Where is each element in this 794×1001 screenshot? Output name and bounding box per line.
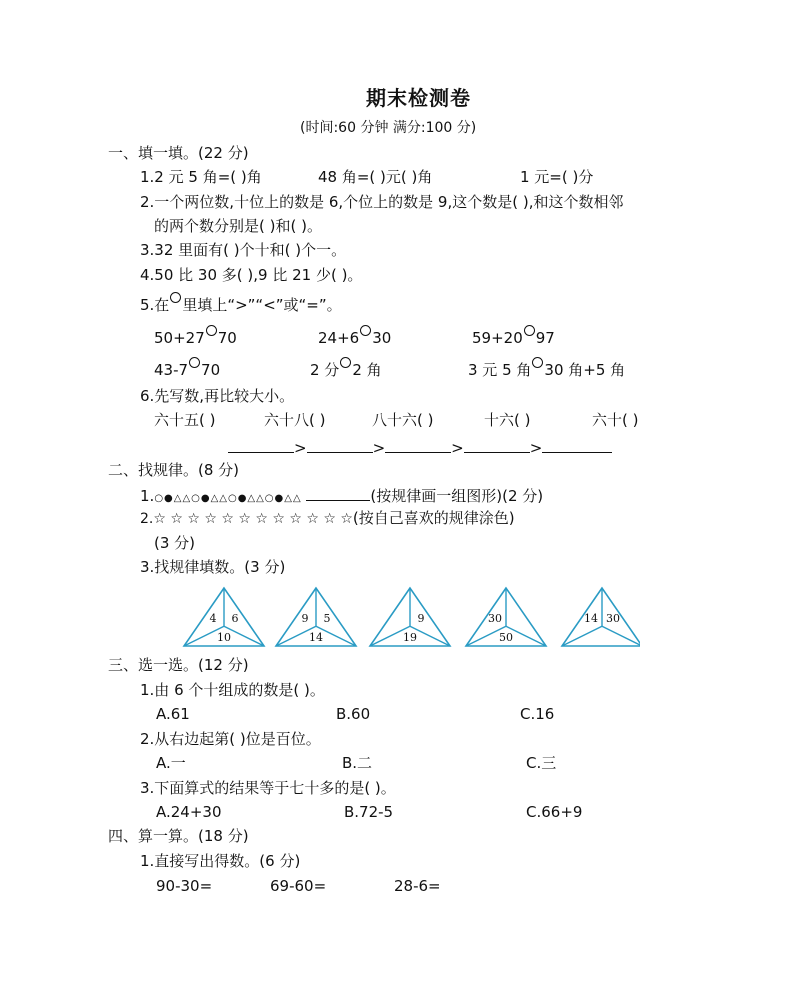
triangle-bottom-number: 50: [499, 631, 513, 644]
order-blank[interactable]: [385, 436, 451, 453]
s3-q1-opt-a[interactable]: A.61: [156, 705, 190, 723]
s3-q1: 1.由 6 个十组成的数是( )。: [140, 681, 325, 699]
s2-q1: 1.○●△△○●△△○●△△○●△△ (按规律画一组图形)(2 分): [140, 484, 543, 509]
s1-q3: 3.32 里面有( )个十和( )个一。: [140, 241, 347, 259]
s1-q5-r1-a: 50+27 70: [154, 328, 237, 348]
calc-3: 28-6=: [394, 877, 441, 895]
pattern-blank[interactable]: [306, 484, 370, 501]
s2-q2: 2.☆ ☆ ☆ ☆ ☆ ☆ ☆ ☆ ☆ ☆ ☆ ☆(按自己喜欢的规律涂色): [140, 509, 515, 527]
number-triangle: [370, 588, 450, 646]
order-blank[interactable]: [307, 436, 373, 453]
s3-q2-opt-c[interactable]: C.三: [526, 754, 557, 772]
section-1-heading: 一、填一填。(22 分): [108, 144, 249, 162]
gt-sign: >: [451, 439, 464, 457]
s1-q6-item-5: 六十( ): [592, 411, 639, 429]
triangle-left-number: 4: [209, 612, 217, 625]
s1-q5-r2-b: 2 分 2 角: [310, 360, 382, 380]
order-blank[interactable]: [228, 436, 294, 453]
s1-q2-line2: 的两个数分别是( )和( )。: [154, 217, 322, 235]
s2-q3: 3.找规律填数。(3 分): [140, 558, 286, 576]
number-triangle: [562, 588, 640, 646]
s3-q1-opt-b[interactable]: B.60: [336, 705, 371, 723]
s1-q5-post: 里填上“>”“<”或“=”。: [182, 296, 342, 314]
gt-sign: >: [372, 439, 386, 457]
section-2-heading: 二、找规律。(8 分): [108, 461, 240, 479]
s4-q1: 1.直接写出得数。(6 分): [140, 852, 301, 870]
s1-q5-pre: 5.在: [140, 296, 170, 314]
calc-2: 69-60=: [270, 877, 327, 895]
s1-q6: 6.先写数,再比较大小。: [140, 387, 295, 405]
gt-sign: >: [294, 439, 307, 457]
s1-q5-r2-a: 43-7 70: [154, 360, 220, 380]
triangle-left-number: 9: [301, 612, 309, 625]
circle-icon: [170, 292, 181, 303]
compare-circle[interactable]: [532, 357, 543, 368]
s1-q6-item-1: 六十五( ): [154, 411, 216, 429]
gt-sign: >: [529, 439, 543, 457]
s3-q1-opt-c[interactable]: C.16: [520, 705, 555, 723]
s2-q2-score: (3 分): [154, 534, 196, 552]
compare-circle[interactable]: [340, 357, 351, 368]
number-triangle: [184, 588, 264, 646]
section-4-heading: 四、算一算。(18 分): [108, 827, 249, 845]
triangle-right-number: 5: [323, 612, 331, 625]
star-row[interactable]: 2.☆ ☆ ☆ ☆ ☆ ☆ ☆ ☆ ☆ ☆ ☆ ☆: [140, 511, 353, 527]
number-triangle: [276, 588, 356, 646]
order-row: [228, 436, 612, 458]
s1-q5-r2-c: 3 元 5 角 30 角+5 角: [468, 360, 625, 380]
calc-1: 90-30=: [156, 877, 213, 895]
s1-q6-item-2: 六十八( ): [264, 411, 326, 429]
s1-q2-line1: 2.一个两位数,十位上的数是 6,个位上的数是 9,这个数是( ),和这个数相邻: [140, 193, 624, 211]
s3-q3-opt-b[interactable]: B.72-5: [344, 803, 394, 821]
order-blank[interactable]: [542, 436, 612, 453]
page-subtitle: (时间:60 分钟 满分:100 分): [300, 120, 477, 136]
triangle-right-number: 6: [231, 612, 239, 625]
s3-q3: 3.下面算式的结果等于七十多的是( )。: [140, 779, 396, 797]
triangle-outline: [562, 588, 640, 646]
s1-q1-b: 48 角=( )元( )角: [318, 168, 433, 186]
compare-circle[interactable]: [360, 325, 371, 336]
s1-q1-a: 1.2 元 5 角=( )角: [140, 168, 262, 186]
s1-q6-item-3: 八十六( ): [372, 411, 434, 429]
compare-circle[interactable]: [524, 325, 535, 336]
s1-q1-c: 1 元=( )分: [520, 168, 594, 186]
s3-q2: 2.从右边起第( )位是百位。: [140, 730, 321, 748]
triangle-bottom-number: 14: [309, 631, 323, 644]
section-3-heading: 三、选一选。(12 分): [108, 656, 249, 674]
number-triangle: [466, 588, 546, 646]
s3-q3-opt-c[interactable]: C.66+9: [526, 803, 583, 821]
triangle-right-number: 9: [417, 612, 425, 625]
s1-q5: [140, 295, 342, 315]
s1-q4: 4.50 比 30 多( ),9 比 21 少( )。: [140, 266, 363, 284]
s3-q2-opt-a[interactable]: A.一: [156, 754, 186, 772]
s1-q5-r1-c: 59+20 97: [472, 328, 555, 348]
compare-circle[interactable]: [189, 357, 200, 368]
triangle-left-number: 30: [488, 612, 502, 625]
triangle-bottom-number: 19: [403, 631, 417, 644]
triangle-right-number: 30: [606, 612, 620, 625]
triangle-left-number: 14: [584, 612, 598, 625]
order-blank[interactable]: [464, 436, 530, 453]
s1-q6-item-4: 十六( ): [484, 411, 531, 429]
page-title: 期末检测卷: [366, 86, 471, 110]
triangle-bottom-number: 10: [217, 631, 231, 644]
shape-pattern: ○●△△○●△△○●△△○●△△: [154, 493, 302, 504]
s3-q2-opt-b[interactable]: B.二: [342, 754, 373, 772]
s3-q3-opt-a[interactable]: A.24+30: [156, 803, 222, 821]
compare-circle[interactable]: [206, 325, 217, 336]
triangle-pattern: [180, 586, 640, 650]
s1-q5-r1-b: 24+6 30: [318, 328, 391, 348]
